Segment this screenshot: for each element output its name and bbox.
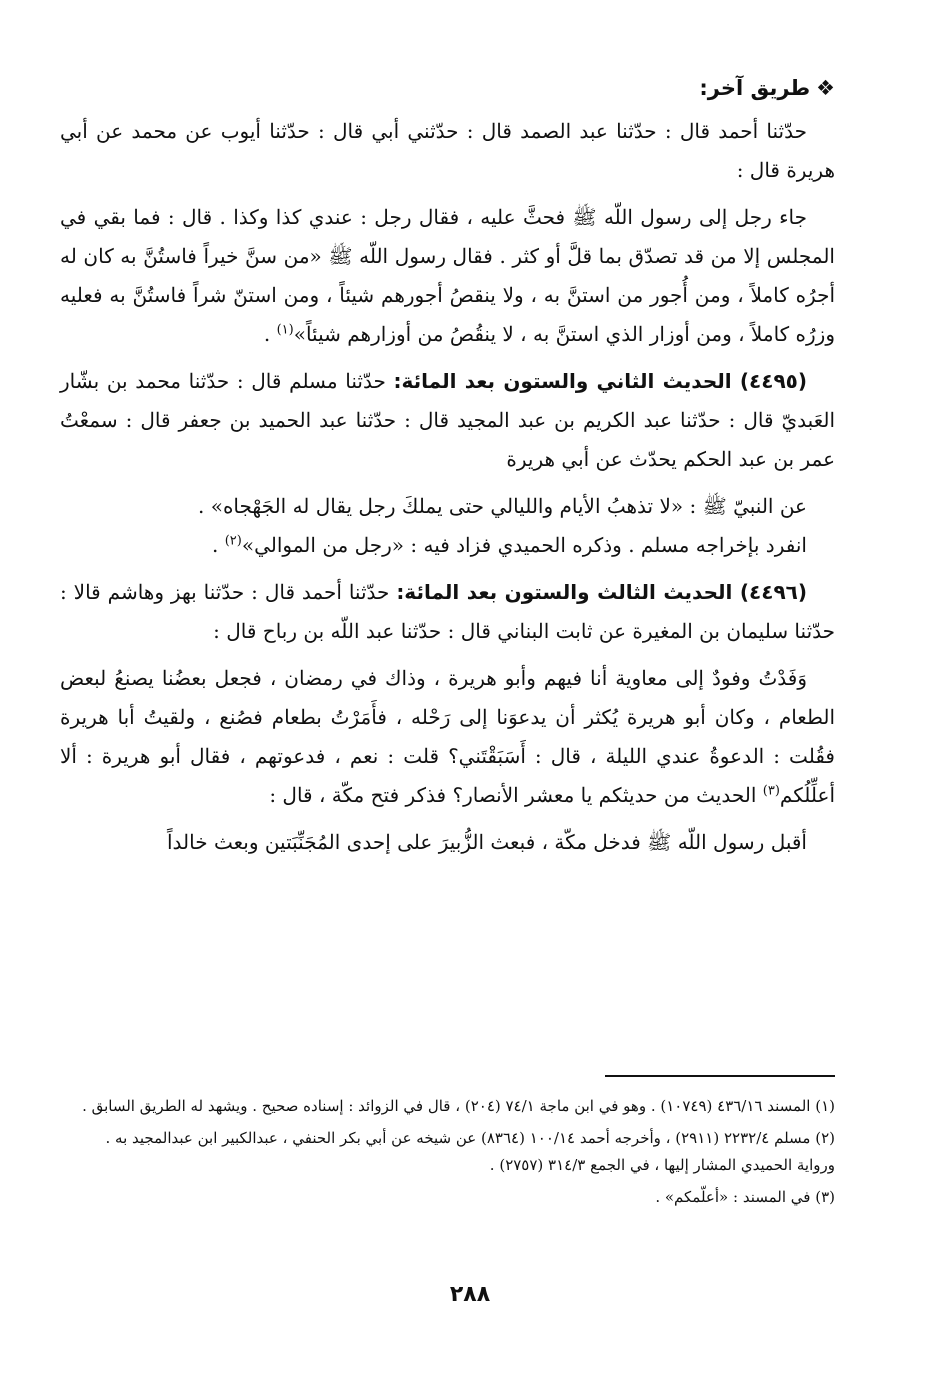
hadith-heading: (٤٤٩٥) الحديث الثاني والستون بعد المائة: bbox=[393, 369, 807, 393]
paragraph-isnad-1 bbox=[60, 112, 835, 190]
page-body bbox=[60, 70, 835, 870]
paragraph-text: حدّثنا مسلم قال : حدّثنا محمد بن بشّار العَبديّ قال : حدّثنا عبد الكريم بن عبد المجيد قال : حدّثنا عبد الحميد بن جعفر قال : سمعْتُ عمر بن عبد الحكم يحدّث عن أبي هريرة bbox=[60, 369, 835, 471]
footnote-1: (١) المسند ٤٣٦/١٦ (١٠٧٤٩) . وهو في ابن ماجة ٧٤/١ (٢٠٤) ، قال في الزوائد : إسناده صحيح . ويشهد له الطريق السابق . bbox=[82, 1097, 835, 1115]
page-number: ٢٨٨ bbox=[449, 1282, 491, 1307]
footnote-separator bbox=[605, 1075, 835, 1077]
paragraph-text-end: الحديث من حديثكم يا معشر الأنصار؟ فذكر فتح مكّة ، قال : bbox=[269, 783, 763, 807]
heading-text: طريق آخر: bbox=[699, 76, 811, 100]
footnote-marker[interactable]: (٣) bbox=[762, 783, 780, 799]
hadith-4495-intro bbox=[60, 362, 835, 479]
paragraph-text: حدّثنا أحمد قال : حدّثنا بهز وهاشم قالا : حدّثنا سليمان بن المغيرة عن ثابت البناني قال : حدّثنا عبد اللّه بن رباح قال : bbox=[60, 580, 835, 643]
paragraph-text: انفرد بإخراجه مسلم . وذكره الحميدي فزاد فيه : «رجل من الموالي» bbox=[241, 533, 807, 557]
hadith-4496-intro bbox=[60, 573, 835, 651]
diamond-icon: ❖ bbox=[816, 76, 835, 100]
hadith-4496-continuation bbox=[60, 823, 835, 862]
hadith-4495-matn bbox=[60, 487, 835, 526]
footnote-2: (٢) مسلم ٢٢٣٢/٤ (٢٩١١) ، وأخرجه أحمد ١٠٠/١٤ (٨٣٦٤) عن شيخه عن أبي بكر الحنفي ، عبدالكبير ابن عبدالمجيد به . ورواية الحميدي المشار إليها ، في الجمع ٣١٤/٣ (٢٧٥٧) . bbox=[105, 1129, 835, 1174]
paragraph-text: حدّثنا أحمد قال : حدّثنا عبد الصمد قال : حدّثني أبي قال : حدّثنا أيوب عن محمد عن أبي هريرة قال : bbox=[60, 119, 835, 182]
hadith-heading: (٤٤٩٦) الحديث الثالث والستون بعد المائة: bbox=[396, 580, 807, 604]
hadith-4495-takhrij bbox=[60, 526, 835, 565]
hadith-4496-matn bbox=[60, 659, 835, 815]
paragraph-text-end: . bbox=[263, 322, 277, 346]
footnotes bbox=[70, 1093, 835, 1216]
paragraph-text: وَفَدْتُ وفودٌ إلى معاوية أنا فيهم وأبو هريرة ، وذاك في رمضان ، فجعل بعضُنا يصنعُ لبعض الطعام ، وكان أبو هريرة يُكثر أن يدعوَنا إلى رَحْله ، فأَمَرْتُ بطعام فصُنع ، ولقيتُ أبا هريرة فقُلت : الدعوةُ عندي الليلة ، قال : أَسَبَقْتَني؟ قلت : نعم ، فدعوتهم ، فقال أبو هريرة : ألا أعلِّلُكم bbox=[60, 666, 835, 807]
footnote-3: (٣) في المسند : «أعلّمكم» . bbox=[655, 1188, 835, 1206]
paragraph-text: جاء رجل إلى رسول اللّه ﷺ فحثَّ عليه ، فقال رجل : عندي كذا وكذا . قال : فما بقي في المجلس إلا من قد تصدّق بما قلَّ أو كثر . فقال رسول اللّه ﷺ «من سنَّ خيراً فاستُنَّ به كان له أجرُه كاملاً ، ومن أُجور من استنَّ به ، ولا ينقصُ أجورهم شيئاً ، ومن استنّ شراً فاستُنَّ به فعليه وزرُه كاملاً ، ومن أوزار الذي استنَّ به ، لا ينقُصُ من أوزارهم شيئاً» bbox=[60, 205, 835, 346]
paragraph-text: أقبل رسول اللّه ﷺ فدخل مكّة ، فبعث الزُّبيرَ على إحدى المُجَنِّبَتين وبعث خالداً bbox=[167, 830, 807, 854]
paragraph-text: عن النبيّ ﷺ : «لا تذهبُ الأيام والليالي حتى يملكَ رجل يقال له الجَهْجاه» . bbox=[198, 494, 807, 518]
paragraph-text-end: . bbox=[212, 533, 225, 557]
footnote-marker[interactable]: (٢) bbox=[224, 533, 242, 549]
footnote-marker[interactable]: (١) bbox=[276, 322, 294, 338]
section-heading bbox=[60, 70, 835, 106]
paragraph-matn-1 bbox=[60, 198, 835, 354]
